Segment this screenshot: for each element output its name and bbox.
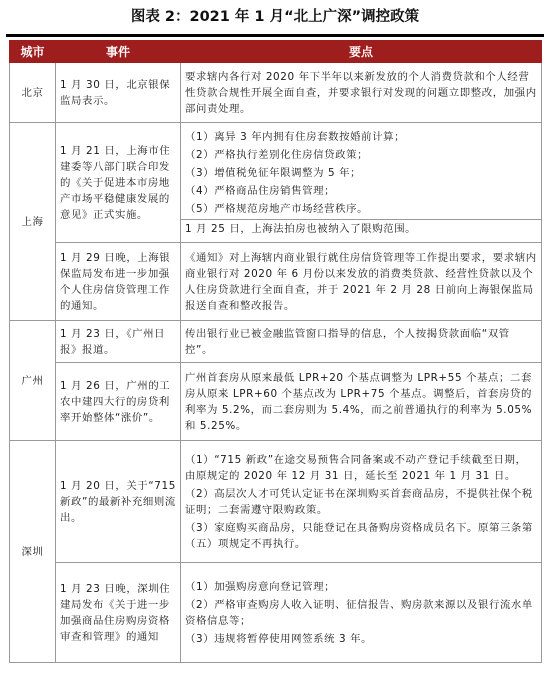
point-item: （2）严格执行差别化住房信贷政策； [185,148,369,161]
point-text: 要求辖内各行对 2020 年下半年以来新发放的个人消费贷款和个人经营性贷款合规性开展全面自查，并要求银行对发现的问题立即整改，加强内部问责处理。 [185,70,537,115]
points-cell [181,363,542,441]
points-cell [181,563,542,663]
table-row [10,321,542,363]
city-cell-shenzhen: 深圳 [10,441,56,663]
point-item: （3）家庭购买商品房，只能登记在具备购房资格成员名下。原第三条第（五）项规定不再执行。 [185,521,533,550]
table-row [10,63,542,123]
event-cell: 1 月 23 日，《广州日报》报道。 [56,321,181,363]
point-item: （5）严格规范房地产市场经营秩序。 [185,202,369,215]
points-cell [181,441,542,563]
table-row [10,243,542,321]
city-cell-beijing: 北京 [10,63,56,123]
point-text: 传出银行业已被金融监管窗口指导的信息，个人按揭贷款面临“双管控”。 [185,327,510,356]
event-cell: 1 月 20 日，关于“715 新政”的最新补充细则流出。 [56,441,181,563]
point-item: （4）严格商品住房销售管理； [185,184,336,197]
point-item: （1）离异 3 年内拥有住房套数按婚前计算； [185,130,406,143]
header-city: 城市 [10,41,56,63]
table-row [10,441,542,563]
table-row [10,563,542,663]
point-item: （3）增值税免征年限调整为 5 年； [185,166,362,179]
table-row [10,363,542,441]
event-cell: 1 月 21 日，上海市住建委等八部门联合印发的《关于促进本市房地产市场平稳健康发展的意见》正式实施。 [56,123,181,243]
point-item: （2）高层次人才可凭认定证书在深圳购买首套商品房，不提供社保个税证明；二套需遵守限购政策。 [185,487,533,516]
point-item: （1）加强购房意向登记管理； [185,580,336,593]
figure-title: 图表 2：2021 年 1 月“北上广深”调控政策 [130,9,420,25]
policy-table [9,40,542,663]
event-cell: 1 月 23 日晚，深圳住建局发布《关于进一步加强商品住房购房资格审查和管理》的通知 [56,563,181,663]
point-item: （2）严格审查购房人收入证明、征信报告、购房款来源以及银行流水单资格信息等； [185,598,533,627]
point-text: 《通知》对上海辖内商业银行就住房信贷管理等工作提出要求，要求辖内商业银行对 2020 年 6 月份以来发放的消费类贷款、经营性贷款以及个人住房贷款进行全面自查，并于 2021 年 2 月 28 日前向上海银保监局报送自查和整改报告。 [185,251,537,312]
city-cell-guangzhou: 广州 [10,321,56,441]
event-cell: 1 月 29 日晚，上海银保监局发布进一步加强个人住房信贷管理工作的通知。 [56,243,181,321]
title-rule [6,34,544,37]
table-header-row [10,41,542,63]
event-cell: 1 月 30 日，北京银保监局表示。 [56,63,181,123]
point-note: 1 月 25 日，上海法拍房也被纳入了限购范围。 [181,219,542,237]
points-cell [181,243,542,321]
point-text: 广州首套房从原来最低 LPR+20 个基点调整为 LPR+55 个基点；二套房从原来 LPR+60 个基点改为 LPR+75 个基点。调整后，首套房贷的利率为 5.2%，而二套房则为 5.4%，而之前普通执行的利率为 5.05%和 5.25%。 [185,371,533,432]
header-points: 要点 [181,41,542,63]
header-event: 事件 [56,41,181,63]
point-item: （3）违规将暂停使用网签系统 3 年。 [185,632,373,645]
points-cell [181,321,542,363]
event-cell: 1 月 26 日，广州的工农中建四大行的房贷利率开始整体“涨价”。 [56,363,181,441]
point-item: （1）“715 新政”在途交易预售合同备案或不动产登记手续截至日期，由原规定的 2020 年 12 月 31 日，延长至 2021 年 1 月 31 日。 [185,453,527,482]
points-cell [181,63,542,123]
points-cell [181,123,542,243]
table-row [10,123,542,243]
city-cell-shanghai: 上海 [10,123,56,321]
